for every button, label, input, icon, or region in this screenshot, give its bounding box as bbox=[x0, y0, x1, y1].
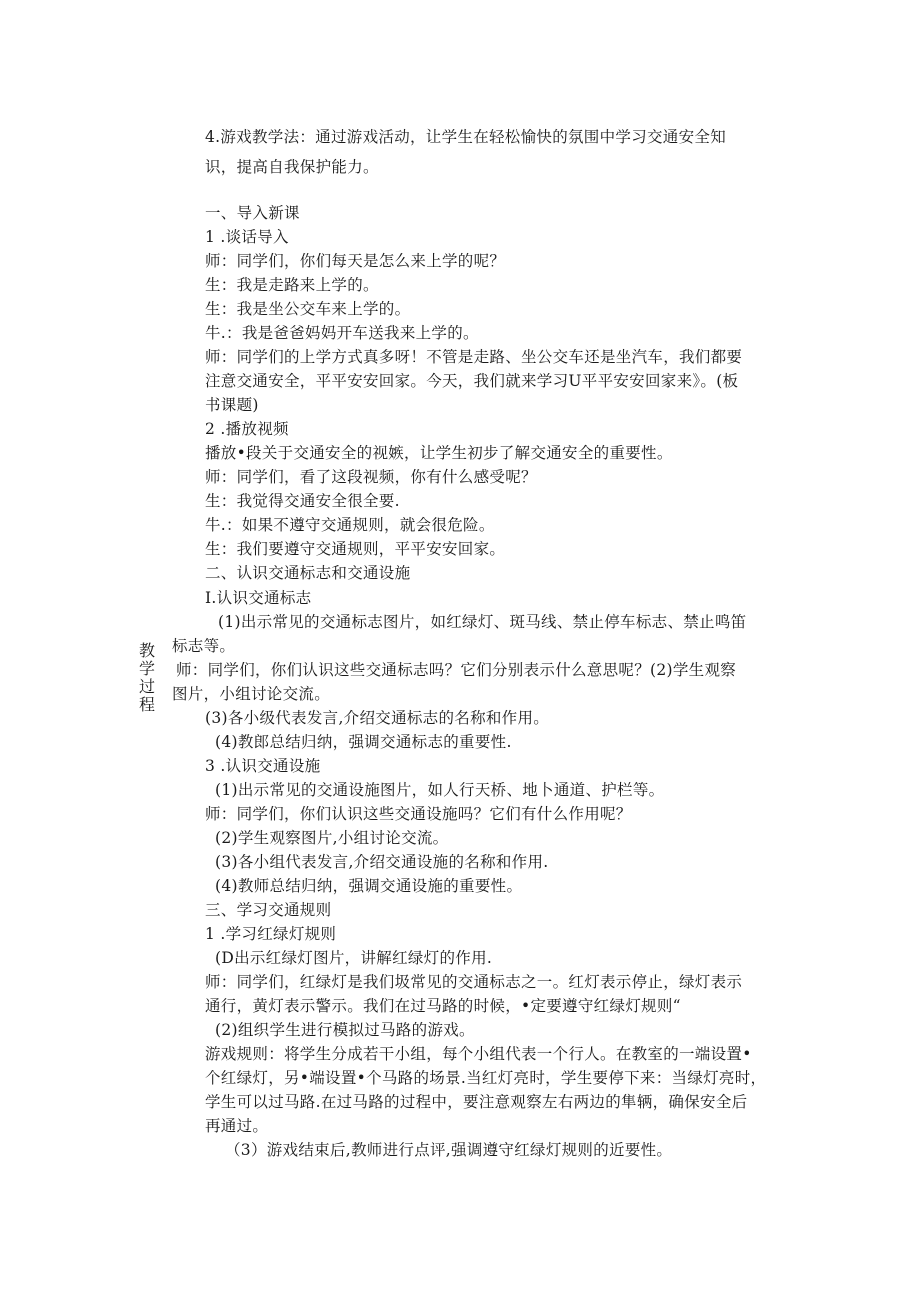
text-line: 生：我觉得交通安全很全要. bbox=[205, 492, 400, 510]
text-line: 生：我是走路来上学的。 bbox=[205, 276, 379, 294]
text-line: 师：同学们，你们每天是怎么来上学的呢？ bbox=[205, 252, 506, 270]
text-line: 师：同学们，红绿灯是我们圾常见的交通标志之一。红灯表示停止，绿灯表示 bbox=[205, 973, 743, 991]
text-line: 师：同学们，你们认识这些交通标志吗？它们分别表示什么意思呢？(2)学生观察 bbox=[176, 661, 737, 679]
text-line: (2)组织学生进行模拟过马路的游戏。 bbox=[215, 1021, 475, 1039]
text-line: 再通过。 bbox=[205, 1117, 269, 1135]
text-line: 1 .谈话导入 bbox=[205, 228, 289, 246]
text-line: 游戏规则：将学生分成若干小组，每个小组代表一个行人。在教室的一端设置• bbox=[205, 1045, 752, 1063]
text-line: 生：我是坐公交车来上学的。 bbox=[205, 300, 411, 318]
text-line: 个红绿灯，另•端设置•个马路的场景.当红灯亮时，学生要停下来：当绿灯亮时， bbox=[205, 1069, 767, 1087]
text-line: 三、学习交通规则 bbox=[205, 901, 332, 919]
text-line: 书课题) bbox=[205, 396, 259, 414]
text-line: (3)各小组代表发言,介绍交通设施的名称和作用. bbox=[215, 853, 549, 871]
text-line: 二、认识交通标志和交通设施 bbox=[205, 564, 411, 582]
text-line: 识，提高自我保护能力。 bbox=[205, 158, 379, 176]
text-line: 4.游戏教学法：通过游戏活动，让学生在轻松愉快的氛围中学习交通安全知 bbox=[205, 128, 726, 146]
text-line: 生：我们要遵守交通规则，平平安安回家。 bbox=[205, 540, 506, 558]
text-line: (D出示红绿灯图片，讲解红绿灯的作用. bbox=[215, 949, 493, 967]
text-line: 牛.：我是爸爸妈妈开车送我来上学的。 bbox=[205, 324, 479, 342]
text-line: (2)学生观察图片,小组讨论交流。 bbox=[215, 829, 449, 847]
text-line: （3）游戏结束后,教师进行点评,强调遵守红绿灯规则的近要性。 bbox=[225, 1141, 673, 1159]
text-line: (1)出示常见的交通标志图片，如红绿灯、斑马线、禁止停车标志、禁止鸣笛 bbox=[218, 613, 747, 631]
text-line: (4)教师总结归纳，强调交通设施的重要性。 bbox=[215, 877, 523, 895]
text-line: 通行，黄灯表示警示。我们在过马路的时候，•定要遵守红绿灯规则“ bbox=[205, 997, 681, 1015]
text-line: 标志等。 bbox=[172, 637, 236, 655]
text-line: 学生可以过马路.在过马路的过程中，要注意观察左右两边的隼辆，确保安全后 bbox=[205, 1093, 748, 1111]
text-line: 师：同学们的上学方式真多呀！不管是走路、坐公交车还是坐汽车，我们都要 bbox=[205, 348, 743, 366]
text-line: 牛.：如果不遵守交通规则，就会很危险。 bbox=[205, 516, 495, 534]
text-line: (3)各小级代表发言,介绍交通标志的名称和作用。 bbox=[205, 709, 550, 727]
text-line: 一、导入新课 bbox=[205, 204, 300, 222]
text-line: 1 .学习红绿灯规则 bbox=[205, 925, 337, 943]
text-line: 图片，小组讨论交流。 bbox=[172, 685, 331, 703]
text-line: I.认识交通标志 bbox=[205, 589, 312, 607]
text-line: 3 .认识交通设施 bbox=[205, 757, 321, 775]
text-line: (4)教郎总结归纳，强调交通标志的重要性. bbox=[215, 733, 512, 751]
text-line: 2 .播放视频 bbox=[205, 420, 289, 438]
text-line: 师：同学们，你们认识这些交通设施吗？它们有什么作用呢？ bbox=[205, 805, 632, 823]
text-line: (1)出示常见的交通设施图片，如人行天桥、地卜通道、护栏等。 bbox=[215, 781, 665, 799]
text-line: 播放•段关于交通安全的视嫉，让学生初步了解交通安全的重要性。 bbox=[205, 444, 673, 462]
text-line: 师：同学们，看了这段视频，你有什么感受呢？ bbox=[205, 468, 537, 486]
section-side-label: 教学过程 bbox=[138, 641, 155, 714]
text-line: 注意交通安全，平平安安回家。今天，我们就来学习U平平安安回家来》。(板 bbox=[205, 372, 739, 390]
